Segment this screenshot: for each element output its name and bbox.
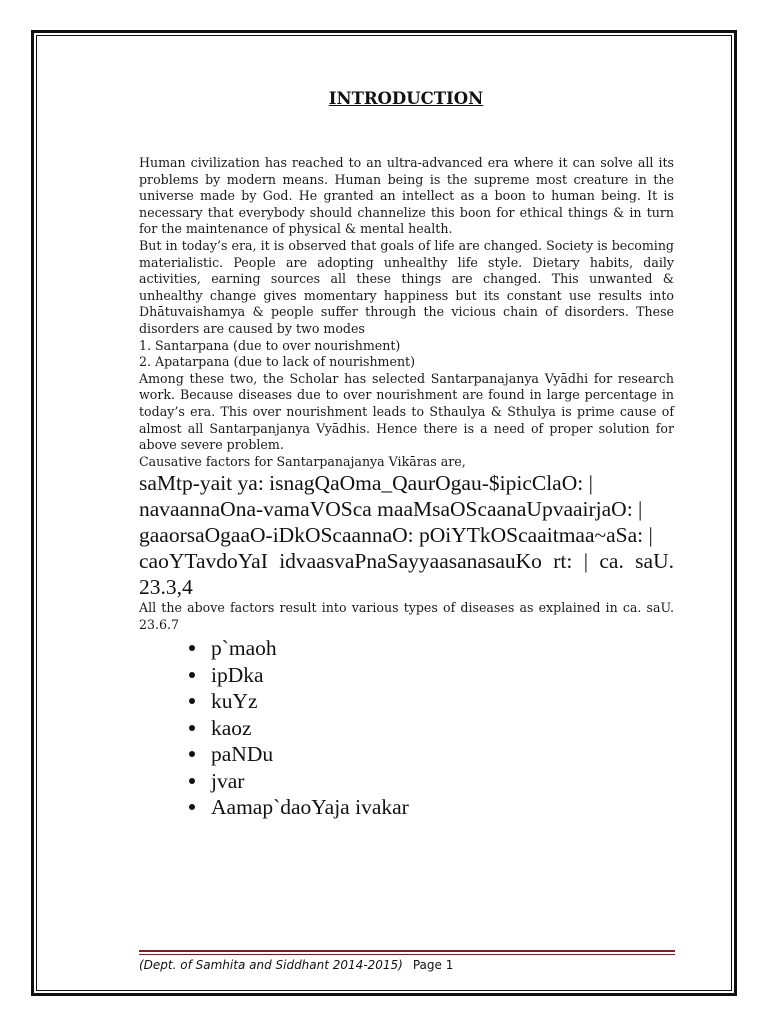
list-item: p`maoh <box>189 635 674 662</box>
footer-department: (Dept. of Samhita and Siddhant 2014-2015) <box>139 958 403 972</box>
shloka-line-2: navaannaOna-vamaVOSca maaMsaOScaanaUpvaairjaO: | <box>139 497 643 522</box>
shloka-line-3: gaaorsaOgaaO-iDkOScaannaO: pOiYTkOScaaitmaa~aSa: | <box>139 523 653 548</box>
bullet-icon <box>189 672 195 678</box>
bullet-icon <box>189 725 195 731</box>
list-item: ipDka <box>189 662 674 689</box>
bullet-icon <box>189 698 195 704</box>
bullet-icon <box>189 804 195 810</box>
paragraph-research: Among these two, the Scholar has selected Santarpanajanya Vyādhi for research work. Because diseases due to over nourishment are found in large percentage in today’s era. This over nourishment leads to Sthaulya & Sthulya is prime cause of almost all Santarpanjanya Vyādhis. Hence there is a need of proper solution for above severe problem. <box>139 370 674 453</box>
list-item: paNDu <box>189 741 674 768</box>
document-body <box>139 155 674 821</box>
page-footer <box>139 958 675 972</box>
footer-rule-thick <box>139 950 675 952</box>
shloka-line-1: saMtp-yait ya: isnagQaOma_QaurOgau-$ipicClaO: | <box>139 471 593 496</box>
paragraph-result: All the above factors result into various types of diseases as explained in ca. saU. 23.6.7 <box>139 600 674 632</box>
mode-item-2: 2. Apatarpana (due to lack of nourishment) <box>139 354 416 370</box>
paragraph-intro: Human civilization has reached to an ultra-advanced era where it can solve all its problems by modern means. Human being is the supreme most creature in the universe made by God. He granted an intellect as a boon to human being. It is necessary that everybody should channelize this boon for ethical things & in turn for the maintenance of physical & mental health. <box>139 155 674 237</box>
disease-list <box>139 635 674 821</box>
shloka-line-4: caoYTavdoYaI idvaasvaPnaSayyaasanasauKo rt: | ca. saU. 23.3,4 <box>139 549 674 600</box>
mode-item-1: 1. Santarpana (due to over nourishment) <box>139 337 401 353</box>
list-item: kuYz <box>189 688 674 715</box>
bullet-icon <box>189 751 195 757</box>
page-title: INTRODUCTION <box>328 89 484 108</box>
footer-rule-thin <box>139 954 675 955</box>
bullet-icon <box>189 645 195 651</box>
list-item: Aamap`daoYaja ivakar <box>189 794 674 821</box>
list-item: kaoz <box>189 715 674 742</box>
paragraph-todays-era: But in today’s era, it is observed that goals of life are changed. Society is becoming materialistic. People are adopting unhealthy life style. Dietary habits, daily activities, earning sources all these things are changed. This unwanted & unhealthy change gives momentary happiness but its constant use results into Dhātuvaishamya & people suffer through the vicious chain of disorders. These disorders are caused by two modes <box>139 237 674 336</box>
paragraph-causative: Causative factors for Santarpanajanya Vikāras are, <box>139 453 466 469</box>
footer-page-number: Page 1 <box>412 958 454 972</box>
list-item: jvar <box>189 768 674 795</box>
bullet-icon <box>189 778 195 784</box>
